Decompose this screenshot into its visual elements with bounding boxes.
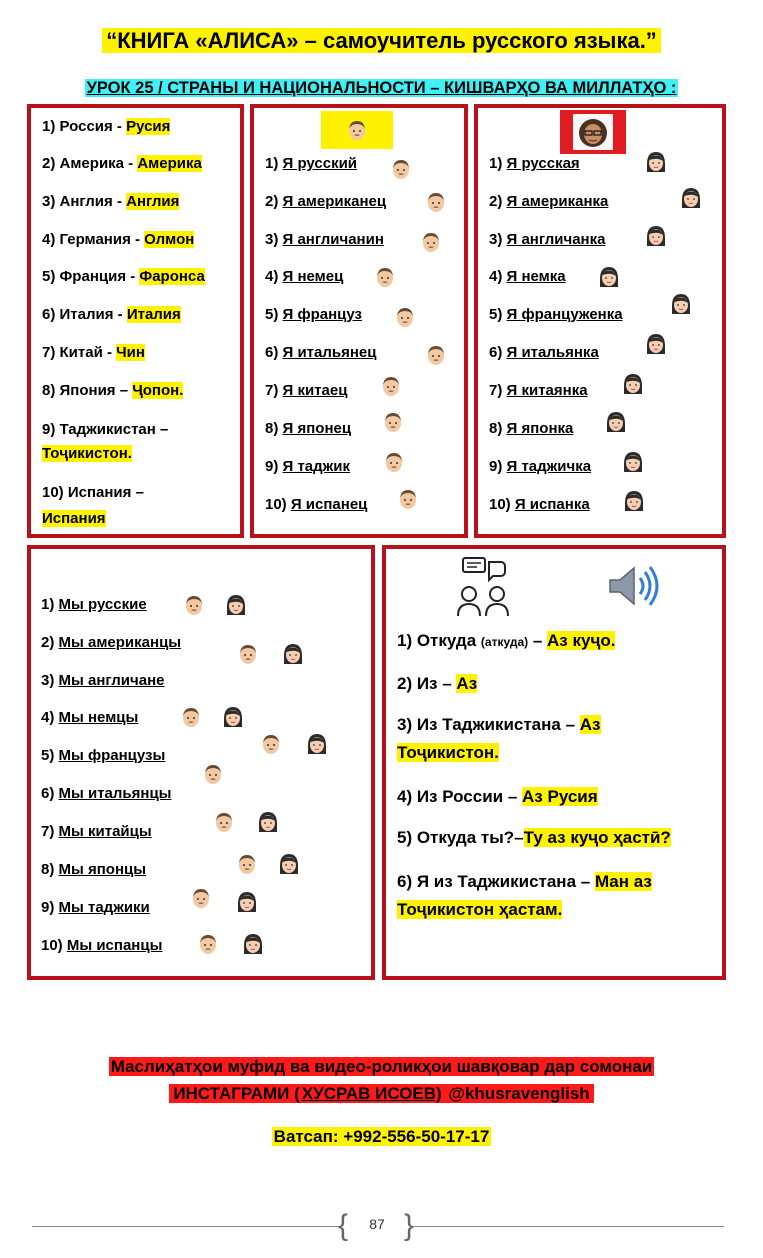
woman-face-icon [225, 593, 247, 617]
man-face-icon [237, 642, 259, 666]
man-face-icon [425, 190, 447, 214]
man-face-icon [180, 705, 202, 729]
female-item: 9) Я таджичка [489, 458, 592, 475]
country-item: 10) Испания – Испания [42, 484, 144, 527]
female-item: 5) Я француженка [489, 306, 623, 323]
woman-face-icon [598, 265, 620, 289]
woman-face-icon [622, 450, 644, 474]
woman-face-icon [645, 150, 667, 174]
male-item: 10) Я испанец [265, 496, 368, 513]
woman-face-icon [623, 489, 645, 513]
woman-face-icon [257, 810, 279, 834]
male-item: 9) Я таджик [265, 458, 351, 475]
man-face-icon [213, 810, 235, 834]
dialog-line-2: 2) Из – Аз [397, 674, 478, 693]
page-brace-right: } [404, 1209, 415, 1242]
plural-item: 7) Мы китайцы [41, 823, 152, 840]
male-item: 2) Я американец [265, 193, 387, 210]
man-face-icon [197, 932, 219, 956]
lesson-heading: УРОК 25 / СТРАНЫ И НАЦИОНАЛЬНОСТИ – КИШВАРҲО ВА МИЛЛАТҲО : [86, 79, 677, 97]
woman-face-icon [645, 224, 667, 248]
female-item: 6) Я итальянка [489, 344, 599, 361]
woman-face-icon [306, 732, 328, 756]
man-face-icon [183, 593, 205, 617]
man-face-icon [420, 230, 442, 254]
country-item: 2) Америка - Америка [42, 155, 202, 172]
country-item: 4) Германия - Олмон [42, 231, 195, 248]
woman-face-icon [605, 410, 627, 434]
man-face-icon [374, 265, 396, 289]
man-face-icon [260, 732, 282, 756]
woman-face-icon [236, 890, 258, 914]
plural-item: 6) Мы итальянцы [41, 785, 172, 802]
lesson-wrap [0, 76, 763, 100]
female-item: 7) Я китаянка [489, 382, 588, 399]
woman-face-icon [680, 186, 702, 210]
man-face-icon [397, 487, 419, 511]
male-header-badge [321, 111, 393, 149]
woman-avatar [573, 114, 613, 150]
plural-item: 3) Мы англичане [41, 672, 165, 689]
man-face-icon [236, 852, 258, 876]
plural-item: 4) Мы немцы [41, 709, 139, 726]
female-item: 2) Я американка [489, 193, 609, 210]
woman-face-icon [242, 932, 264, 956]
woman-face-icon [282, 642, 304, 666]
dialog-line-4: 4) Из России – Аз Русия [397, 787, 598, 806]
country-item: 6) Италия - Италия [42, 306, 181, 323]
female-item: 3) Я англичанка [489, 231, 606, 248]
footer-promo [0, 1054, 763, 1108]
dialog-line-3: 3) Из Таджикистана – Аз Тоҷикистон. [397, 715, 601, 762]
female-item: 8) Я японка [489, 420, 574, 437]
country-item: 9) Таджикистан – Тоҷикистон. [42, 421, 169, 462]
speaker-icon [604, 558, 660, 614]
man-face-icon [390, 157, 412, 181]
female-header-badge [560, 110, 626, 154]
female-item: 4) Я немка [489, 268, 566, 285]
woman-face-icon [670, 292, 692, 316]
dialog-line-5: 5) Откуда ты?–Ту аз куҷо ҳастӣ? [397, 828, 671, 847]
page-title: “КНИГА «АЛИСА» – самоучитель русского языка.” [102, 28, 661, 53]
woman-face-icon [622, 372, 644, 396]
woman-face-icon [222, 705, 244, 729]
country-item: 3) Англия - Англия [42, 193, 180, 210]
man-icon [346, 118, 368, 142]
man-face-icon [382, 410, 404, 434]
page-brace-left: { [338, 1209, 349, 1242]
male-item: 1) Я русский [265, 155, 358, 172]
man-face-icon [394, 305, 416, 329]
woman-face-icon [645, 332, 667, 356]
male-item: 8) Я японец [265, 420, 352, 437]
dialog-line-6: 6) Я из Таджикистана – Ман аз Тоҷикистон ҳастам. [397, 872, 652, 919]
man-face-icon [383, 450, 405, 474]
conversation-icon [455, 556, 511, 620]
country-item: 7) Китай - Чин [42, 344, 145, 361]
female-item: 10) Я испанка [489, 496, 590, 513]
male-item: 6) Я итальянец [265, 344, 377, 361]
male-item: 3) Я англичанин [265, 231, 384, 248]
plural-item: 8) Мы японцы [41, 861, 147, 878]
plural-item: 9) Мы таджики [41, 899, 150, 916]
male-item: 4) Я немец [265, 268, 344, 285]
title-wrap [0, 26, 763, 56]
page-rule-right [414, 1226, 724, 1227]
male-item: 7) Я китаец [265, 382, 348, 399]
man-face-icon [190, 886, 212, 910]
footer-line-1: Маслиҳатҳои муфид ва видео-роликҳои шавқовар дар сомонаи [110, 1057, 653, 1076]
country-item: 5) Франция - Фаронса [42, 268, 205, 285]
page-rule-left [32, 1226, 340, 1227]
plural-item: 5) Мы французы [41, 747, 166, 764]
country-item: 8) Япония – Ҷопон. [42, 382, 184, 399]
female-item: 1) Я русская [489, 155, 580, 172]
page-number: 87 [369, 1216, 385, 1232]
footer-whatsapp: Ватсап: +992-556-50-17-17 [273, 1127, 490, 1146]
footer-line-2: ИНСТАГРАМИ ( ХУСРАВ ИСОЕВ) @khusravenglish [169, 1084, 593, 1103]
man-face-icon [425, 343, 447, 367]
plural-item: 1) Мы русские [41, 596, 147, 613]
woman-face-icon [278, 852, 300, 876]
plural-item: 10) Мы испанцы [41, 937, 163, 954]
plural-item: 2) Мы американцы [41, 634, 182, 651]
dialog-line-1: 1) Откуда (аткуда) – Аз куҷо. [397, 631, 616, 650]
man-face-icon [202, 762, 224, 786]
country-item: 1) Россия - Русия [42, 118, 171, 135]
man-face-icon [380, 374, 402, 398]
male-item: 5) Я француз [265, 306, 362, 323]
